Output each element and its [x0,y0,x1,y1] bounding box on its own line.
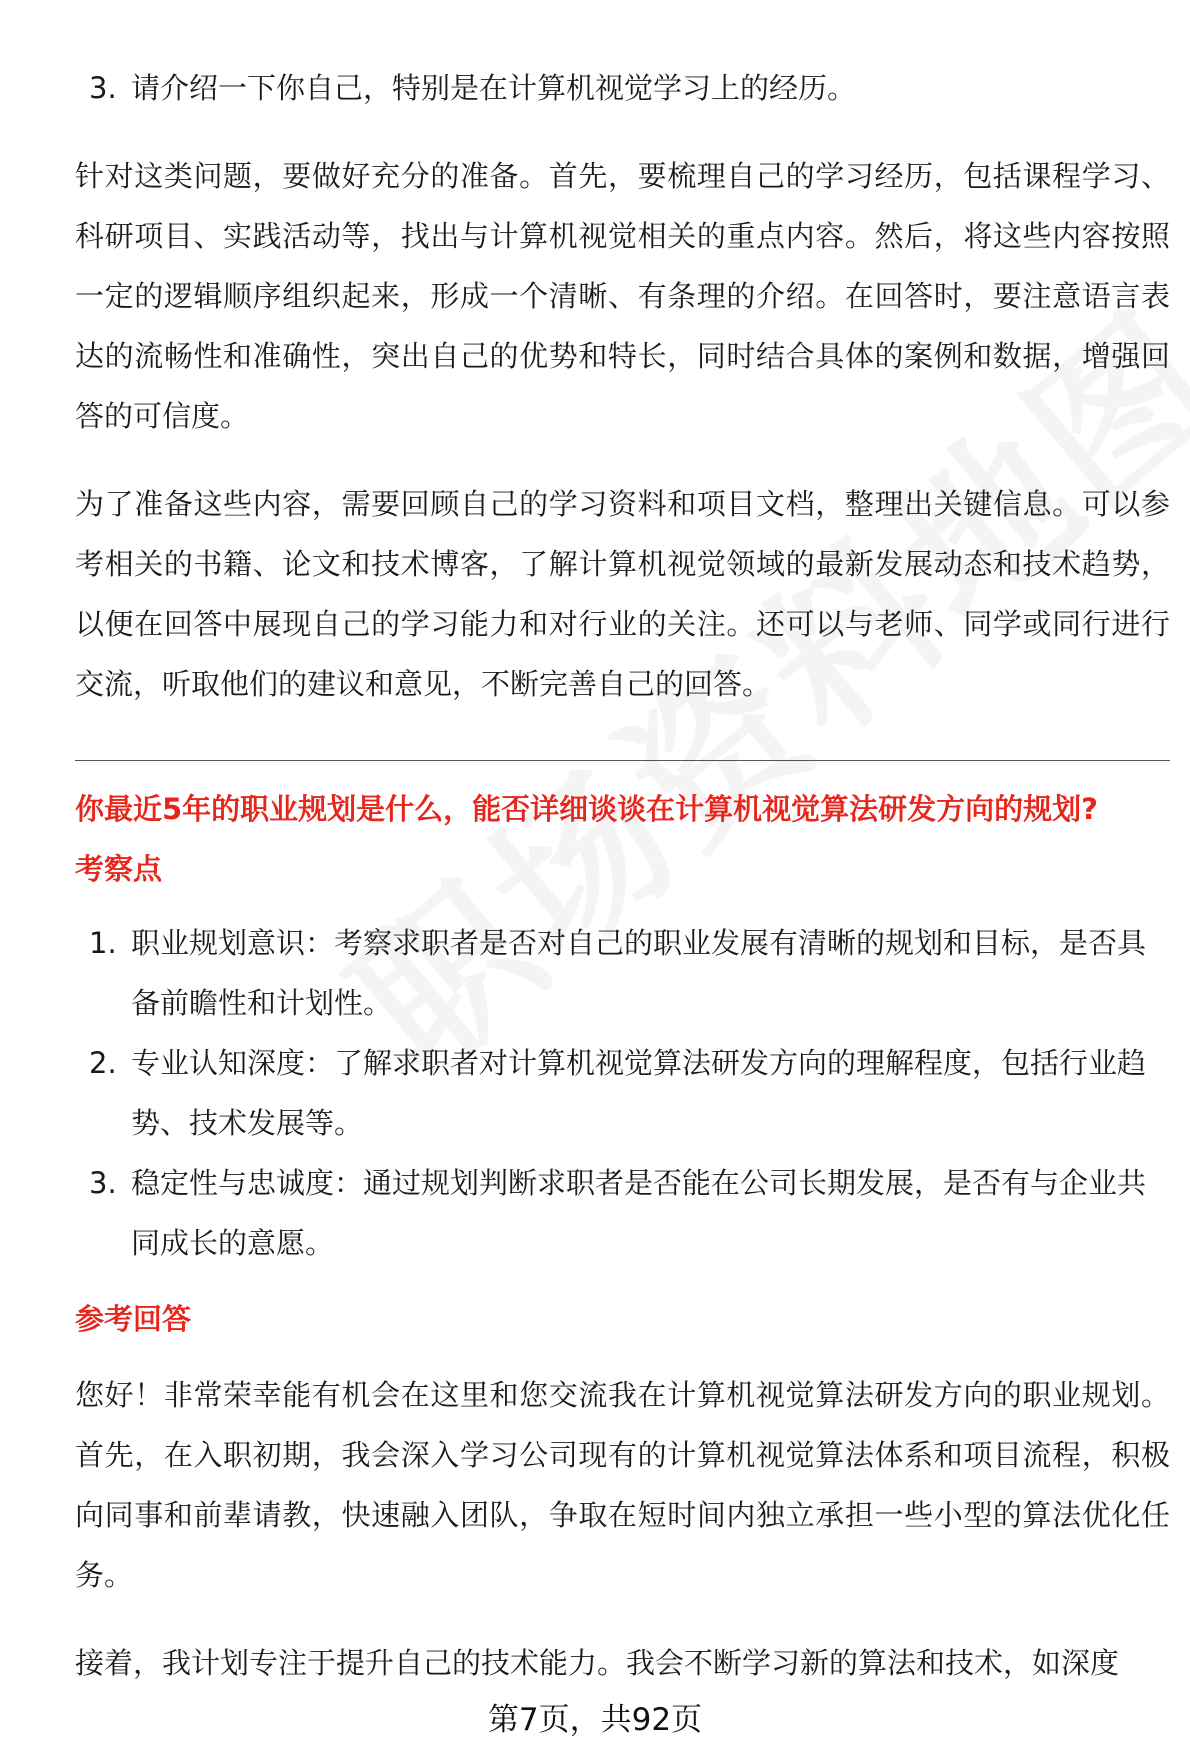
paragraph: 为了准备这些内容，需要回顾自己的学习资料和项目文档，整理出关键信息。可以参考相关的书籍、论文和技术博客，了解计算机视觉领域的最新发展动态和技术趋势，以便在回答中展现自己的学习能力和对行业的关注。还可以与老师、同学或同行进行交流，听取他们的建议和意见，不断完善自己的回答。 [75,487,1170,701]
list-item-text: 请介绍一下你自己，特别是在计算机视觉学习上的经历。 [131,71,857,105]
list-item-number: 1. [89,926,117,960]
list-item [75,58,1170,118]
list-item-text: 职业规划意识：考察求职者是否对自己的职业发展有清晰的规划和目标，是否具备前瞻性和计划性。 [131,926,1147,1020]
section-divider [75,760,1170,761]
paragraph: 您好！非常荣幸能有机会在这里和您交流我在计算机视觉算法研发方向的职业规划。首先，在入职初期，我会深入学习公司现有的计算机视觉算法体系和项目流程，积极向同事和前辈请教，快速融入团队，争取在短时间内独立承担一些小型的算法优化任务。 [75,1378,1170,1592]
paragraph: 接着，我计划专注于提升自己的技术能力。我会不断学习新的算法和技术，如深度 [75,1646,1120,1680]
list-item-number: 2. [89,1046,117,1080]
section-title-reference: 参考回答 [75,1302,192,1336]
paragraph: 针对这类问题，要做好充分的准备。首先，要梳理自己的学习经历，包括课程学习、科研项目、实践活动等，找出与计算机视觉相关的重点内容。然后，将这些内容按照一定的逻辑顺序组织起来，形成一个清晰、有条理的介绍。在回答时，要注意语言表达的流畅性和准确性，突出自己的优势和特长，同时结合具体的案例和数据，增强回答的可信度。 [75,159,1170,433]
list-item-text: 稳定性与忠诚度：通过规划判断求职者是否能在公司长期发展，是否有与企业共同成长的意愿。 [131,1166,1147,1260]
list-item-number: 3. [89,71,117,105]
page-number-footer: 第7页，共92页 [487,1702,703,1738]
list-item [75,913,1170,1033]
list-item [75,1033,1170,1153]
list-item [75,1153,1170,1273]
list-item-text: 专业认知深度：了解求职者对计算机视觉算法研发方向的理解程度，包括行业趋势、技术发展等。 [131,1046,1147,1140]
list-item-number: 3. [89,1166,117,1200]
page-content [75,58,1170,1693]
section-title-kaochadian: 考察点 [75,852,163,886]
question-heading: 你最近5年的职业规划是什么，能否详细谈谈在计算机视觉算法研发方向的规划? [75,792,1099,826]
